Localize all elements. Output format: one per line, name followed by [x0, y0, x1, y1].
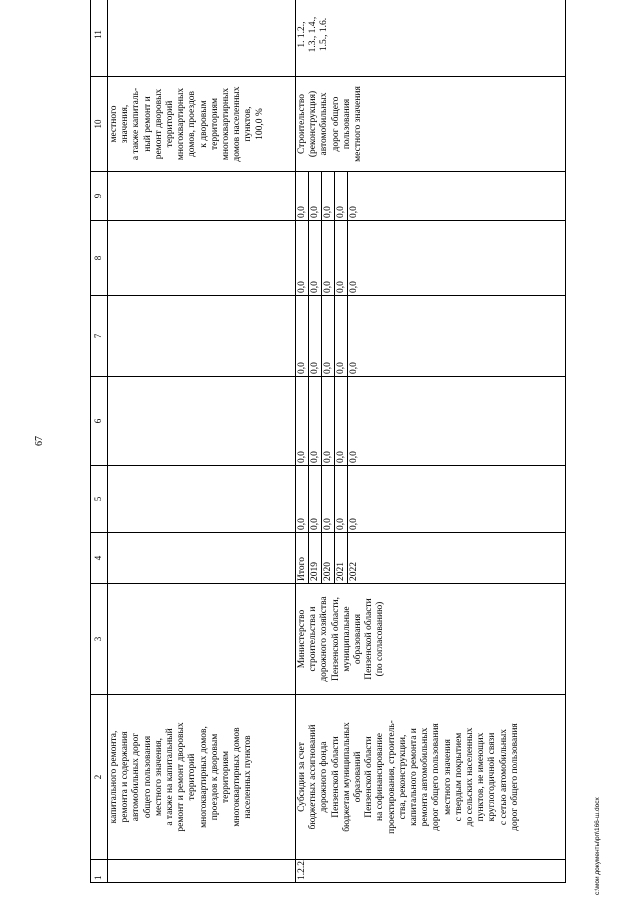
value-cell: 0,0 [322, 377, 335, 465]
header-col-7: 7 [91, 296, 108, 377]
header-col-9: 9 [91, 172, 108, 221]
row1-col5 [108, 466, 296, 533]
value-cell: 0,0 [349, 362, 359, 374]
footer-file-path: c:\мои документы\рп\166-ш.docx [594, 797, 601, 895]
row1-indicator: местного значения, а также капиталь- ный ремонт и ремонт дворовых территорий многоквартирных домов, проездов к дворовым территориям многоквартирных домов населенных пунктов, 100,0 % [108, 77, 296, 172]
header-col-5: 5 [91, 466, 108, 533]
row1-year [108, 533, 296, 584]
value-cell: 0,0 [309, 172, 322, 220]
header-col-2: 2 [91, 695, 108, 860]
row1-col7 [108, 296, 296, 377]
value-cell: 0,0 [309, 296, 322, 376]
year-cell: 2022 [349, 562, 359, 581]
row1-links [108, 0, 296, 77]
value-cell: 0,0 [296, 296, 309, 376]
value-cell: 0,0 [322, 296, 335, 376]
row2-col5 [296, 466, 566, 533]
value-cell: 0,0 [349, 281, 359, 293]
value-cell: 0,0 [349, 206, 359, 218]
header-col-6: 6 [91, 377, 108, 466]
value-cell: 0,0 [322, 466, 335, 532]
row2-col7 [296, 296, 566, 377]
row1-event-name: капитального ремонта, ремонта и содержания автомобильных дорог общего пользования местного значения, а также на капитальный ремонт и ремонт дворовых территорий многоквартирных домов, проездов к дворовым территориям многоквартирных домов населенных пунктов [108, 695, 296, 860]
row2-indicator: Строительство (реконструкция) автомобильных дорог общего пользования местного значения [296, 77, 566, 172]
header-col-10: 10 [91, 77, 108, 172]
value-cell: 0,0 [309, 377, 322, 465]
value-cell: 0,0 [309, 221, 322, 295]
year-cell: 2021 [335, 533, 348, 583]
header-row [91, 0, 108, 883]
row2-number: 1.2.2. [296, 860, 566, 883]
header-col-3: 3 [91, 584, 108, 695]
value-cell: 0,0 [322, 172, 335, 220]
row1-col9 [108, 172, 296, 221]
page-number: 67 [34, 436, 45, 446]
value-cell: 0,0 [335, 172, 348, 220]
row1-number [108, 860, 296, 883]
row2-links: 1. 1.2., 1.3., 1.4., 1.5., 1.6. [296, 0, 566, 77]
row2-executor: Министерство строительства и дорожного хозяйства Пензенской области, муниципальные образования Пензенской области (по согласованию) [296, 584, 566, 695]
header-col-4: 4 [91, 533, 108, 584]
table-row-1-2-2 [296, 0, 566, 883]
row1-col8 [108, 221, 296, 296]
value-cell: 0,0 [296, 221, 309, 295]
value-cell: 0,0 [322, 221, 335, 295]
value-cell: 0,0 [309, 466, 322, 532]
value-cell: 0,0 [335, 466, 348, 532]
rotated-table-container [90, 16, 578, 883]
value-cell: 0,0 [335, 377, 348, 465]
value-cell: 0,0 [296, 466, 309, 532]
table-row-continuation [108, 0, 296, 883]
row1-executor [108, 584, 296, 695]
value-cell: 0,0 [296, 172, 309, 220]
program-table [90, 0, 566, 883]
value-cell: 0,0 [349, 518, 359, 530]
row2-col6 [296, 377, 566, 466]
year-cell: 2020 [322, 533, 335, 583]
year-cell: 2019 [309, 533, 322, 583]
row2-event-name: Субсидии за счет бюджетных ассигнований дорожного фонда Пензенской области бюджетам муниципальных образований Пензенской области на софинансирование проектирования, строитель- ства, реконструкции, капитального ремонта и ремонта автомобильных дорог общего пользования местного значения с твердым покрытием до сельских населенных пунктов, не имеющих круглогодичной связи с сетью автомобильных дорог общего пользования [296, 695, 566, 860]
row2-col8 [296, 221, 566, 296]
header-col-8: 8 [91, 221, 108, 296]
value-cell: 0,0 [335, 221, 348, 295]
header-col-11: 11 [91, 0, 108, 77]
value-cell: 0,0 [296, 377, 309, 465]
row2-years [296, 533, 566, 584]
value-cell: 0,0 [349, 451, 359, 463]
header-col-1: 1 [91, 860, 108, 883]
year-cell: Итого [296, 533, 309, 583]
row2-col9 [296, 172, 566, 221]
value-cell: 0,0 [335, 296, 348, 376]
row1-col6 [108, 377, 296, 466]
